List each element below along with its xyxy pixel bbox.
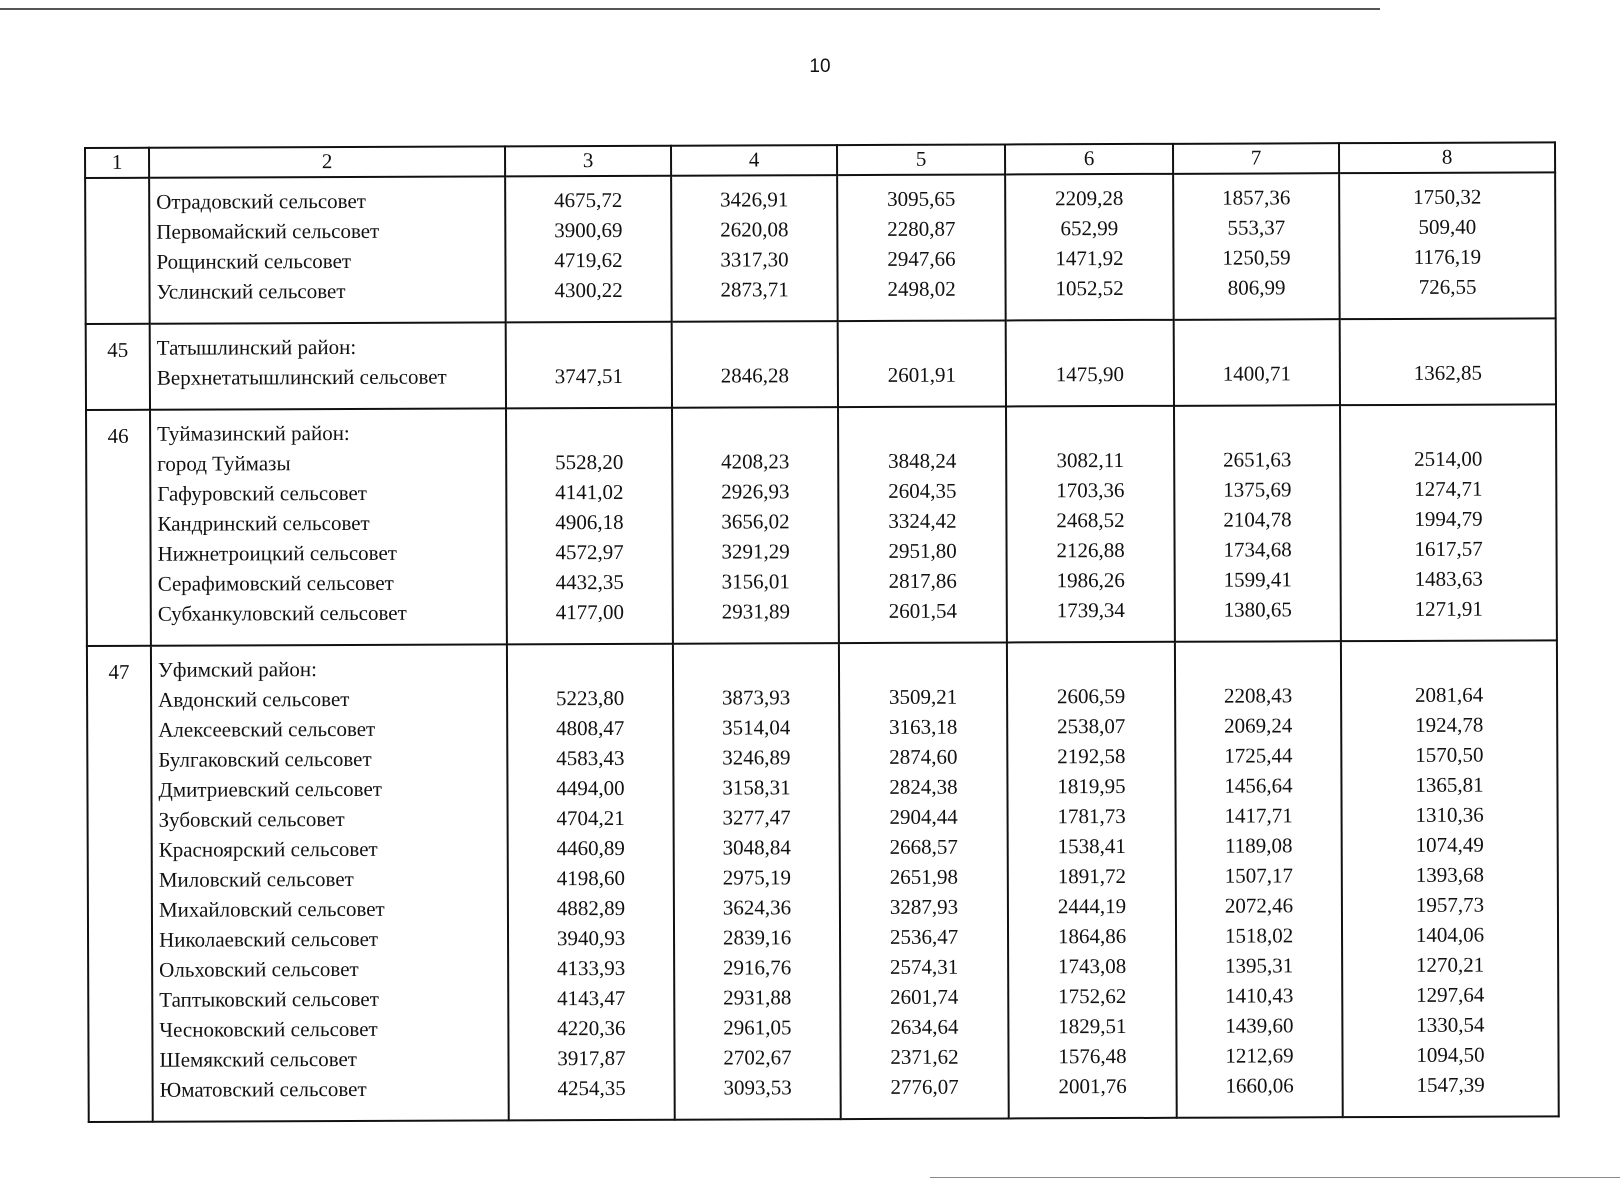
value-cell: 2634,64	[890, 1014, 959, 1039]
value-cell: 1410,43	[1225, 983, 1294, 1008]
value-cell: 2839,16	[722, 925, 792, 950]
value-cell: 1393,68	[1415, 862, 1484, 887]
value-cell: 3900,69	[554, 217, 623, 243]
settlement-name: Шемякский сельсовет	[159, 1046, 358, 1072]
value-cell: 2069,24	[1224, 713, 1293, 738]
group-number-text: 45	[107, 337, 129, 362]
value-cell: 1074,49	[1415, 832, 1484, 857]
title-spacer	[674, 652, 838, 683]
value-cell: 2668,57	[889, 834, 958, 859]
value-cell: 3093,53	[723, 1075, 792, 1100]
value-cell: 2931,89	[721, 599, 790, 624]
header-cell: 1	[85, 148, 149, 178]
value-cell: 4141,02	[555, 479, 624, 505]
value-cell: 3848,24	[888, 448, 957, 473]
value-cell: 2846,28	[720, 363, 790, 388]
group-padding	[674, 626, 838, 643]
value-column-3	[506, 408, 673, 645]
name-column	[150, 322, 506, 409]
settlement-name: Рощинский сельсовет	[156, 248, 352, 274]
value-cell: 4719,62	[554, 247, 623, 273]
value-cell: 1518,02	[1224, 923, 1294, 948]
value-cell: 3277,47	[722, 805, 791, 830]
value-column-7	[1173, 173, 1340, 320]
value-cell: 1986,26	[1056, 568, 1125, 593]
value-cell: 2620,08	[720, 217, 789, 242]
value-cell: 3656,02	[721, 509, 790, 534]
group-number	[85, 178, 150, 324]
settlement-name: Первомайский сельсовет	[156, 218, 380, 244]
value-cell: 2574,31	[889, 954, 959, 979]
value-cell: 2209,28	[1055, 186, 1124, 211]
value-cell: 2604,35	[888, 478, 957, 503]
settlement-name: Услинский сельсовет	[156, 278, 346, 304]
settlement-name: Ольховский сельсовет	[159, 956, 359, 982]
value-cell: 509,40	[1418, 214, 1477, 239]
value-column-6	[1007, 642, 1177, 1119]
title-spacer	[1007, 329, 1173, 360]
value-column-6	[1006, 320, 1174, 407]
value-cell: 2824,38	[889, 774, 958, 799]
settlement-name: Таптыковский сельсовет	[159, 986, 379, 1012]
table-group-row	[86, 404, 1557, 646]
value-cell: 1660,06	[1225, 1073, 1294, 1098]
value-cell: 4208,23	[721, 449, 790, 474]
settlement-name: Нижнетроицкий сельсовет	[157, 540, 397, 566]
value-cell: 1475,90	[1055, 362, 1125, 387]
group-padding	[507, 305, 671, 322]
group-padding	[1007, 303, 1173, 320]
settlement-name: Гафуровский сельсовет	[157, 480, 368, 506]
value-cell: 2536,47	[889, 924, 959, 949]
value-column-8	[1339, 172, 1556, 319]
value-cell: 652,99	[1060, 216, 1119, 241]
value-column-6	[1005, 174, 1174, 321]
value-cell: 4254,35	[557, 1075, 626, 1101]
settlement-name: Алексеевский сельсовет	[158, 716, 376, 742]
settlement-name: Зубовский сельсовет	[158, 807, 345, 832]
settlement-name: Авдонский сельсовет	[158, 686, 350, 712]
value-cell: 5223,80	[555, 685, 625, 711]
value-cell: 1400,71	[1222, 361, 1292, 386]
value-cell: 806,99	[1227, 275, 1286, 300]
value-cell: 1857,36	[1222, 185, 1291, 210]
group-padding	[1010, 1101, 1176, 1118]
value-cell: 1507,17	[1224, 863, 1293, 888]
value-cell: 4572,97	[555, 539, 624, 565]
group-padding	[673, 304, 837, 321]
value-cell: 1380,65	[1223, 597, 1292, 622]
name-column	[151, 644, 509, 1121]
value-cell: 1547,39	[1416, 1072, 1485, 1097]
value-cell: 3317,30	[720, 247, 789, 272]
title-spacer	[840, 651, 1006, 682]
table-group-row	[86, 318, 1556, 410]
settlement-name: Верхнетатышлинский сельсовет	[156, 364, 447, 390]
value-cell: 1330,54	[1416, 1012, 1485, 1037]
value-cell: 1052,52	[1055, 276, 1124, 301]
title-spacer	[1342, 649, 1556, 680]
value-cell: 1743,08	[1057, 954, 1127, 979]
value-cell: 2874,60	[889, 744, 958, 769]
value-cell: 2931,88	[723, 985, 792, 1010]
value-cell: 2104,78	[1223, 507, 1292, 532]
group-padding	[1178, 1100, 1342, 1117]
value-cell: 1829,51	[1058, 1014, 1127, 1039]
settlement-name: Субханкуловский сельсовет	[157, 600, 407, 626]
header-cell: 7	[1173, 143, 1339, 174]
value-cell: 2208,43	[1223, 683, 1293, 708]
value-cell: 4432,35	[555, 569, 624, 595]
value-cell: 4882,89	[556, 895, 626, 921]
value-cell: 2001,76	[1058, 1074, 1127, 1099]
group-padding	[1175, 302, 1339, 319]
value-cell: 2126,88	[1056, 538, 1125, 563]
value-cell: 3426,91	[720, 187, 789, 212]
settlement-name: город Туймазы	[157, 451, 291, 476]
value-cell: 1570,50	[1415, 742, 1484, 767]
value-cell: 2873,71	[720, 277, 789, 302]
title-spacer	[508, 653, 672, 684]
value-cell: 1310,36	[1415, 802, 1484, 827]
settlement-name: Михайловский сельсовет	[158, 896, 385, 922]
settlement-name: Миловский сельсовет	[158, 866, 354, 892]
district-title: Татышлинский район:	[156, 334, 357, 360]
value-cell: 4808,47	[556, 715, 625, 741]
value-cell: 2444,19	[1057, 894, 1127, 919]
value-cell: 2371,62	[890, 1044, 959, 1069]
settlement-name: Юматовский сельсовет	[159, 1076, 367, 1102]
value-cell: 1212,69	[1225, 1043, 1294, 1068]
settlement-name: Дмитриевский сельсовет	[158, 776, 382, 802]
value-cell: 4177,00	[555, 599, 624, 625]
group-number-text	[86, 189, 148, 219]
value-cell: 2916,76	[722, 955, 792, 980]
settlement-name: Кандринский сельсовет	[157, 510, 370, 536]
value-cell: 2817,86	[888, 568, 957, 593]
value-cell: 1395,31	[1224, 953, 1294, 978]
group-padding	[508, 627, 672, 644]
value-cell: 3624,36	[722, 895, 792, 920]
value-cell: 2961,05	[723, 1015, 792, 1040]
group-padding	[1342, 623, 1556, 640]
value-cell: 1576,48	[1058, 1044, 1127, 1069]
value-cell: 1439,60	[1225, 1013, 1294, 1038]
scan-edge-line	[0, 8, 1380, 10]
value-cell: 4133,93	[556, 955, 626, 981]
title-spacer	[1007, 415, 1173, 446]
group-padding	[1344, 1099, 1558, 1116]
value-column-7	[1175, 641, 1343, 1118]
value-cell: 4460,89	[556, 835, 625, 861]
value-column-8	[1340, 404, 1557, 641]
value-cell: 4143,47	[557, 985, 626, 1011]
group-padding	[507, 391, 671, 408]
value-cell: 1297,64	[1416, 982, 1485, 1007]
value-cell: 1271,91	[1414, 596, 1483, 621]
value-cell: 1864,86	[1057, 924, 1127, 949]
value-cell: 1750,32	[1413, 184, 1482, 209]
value-cell: 1752,62	[1058, 984, 1127, 1009]
group-padding	[1341, 387, 1555, 404]
value-cell: 1781,73	[1057, 804, 1126, 829]
table-group-row	[87, 640, 1559, 1122]
group-number-text: 46	[107, 423, 129, 448]
value-cell: 1891,72	[1057, 864, 1126, 889]
value-column-3	[506, 322, 672, 409]
group-padding	[676, 1102, 840, 1119]
value-column-8	[1341, 640, 1559, 1117]
group-padding	[1008, 625, 1174, 642]
value-cell: 1734,68	[1223, 537, 1292, 562]
value-cell: 3082,11	[1056, 448, 1124, 473]
value-cell: 3291,29	[721, 539, 790, 564]
value-cell: 2601,91	[887, 362, 957, 387]
value-cell: 3509,21	[888, 684, 958, 709]
value-cell: 2651,63	[1223, 447, 1292, 472]
value-cell: 3514,04	[722, 715, 791, 740]
value-column-5	[838, 320, 1006, 407]
group-padding	[157, 391, 505, 408]
title-spacer	[1008, 651, 1174, 682]
value-cell: 1703,36	[1056, 478, 1125, 503]
value-cell: 1617,57	[1414, 536, 1483, 561]
table-body	[85, 142, 1559, 1122]
title-spacer	[507, 417, 671, 448]
value-cell: 4300,22	[554, 277, 623, 303]
title-spacer	[673, 330, 837, 361]
group-padding	[842, 1101, 1008, 1118]
header-cell: 2	[149, 146, 505, 177]
value-cell: 726,55	[1418, 274, 1477, 299]
value-cell: 2192,58	[1057, 744, 1126, 769]
group-padding	[673, 390, 837, 407]
value-cell: 1725,44	[1224, 743, 1293, 768]
title-spacer	[673, 416, 837, 447]
value-column-5	[837, 174, 1006, 321]
value-cell: 2926,93	[721, 479, 790, 504]
name-column	[150, 408, 507, 645]
value-cell: 4704,21	[556, 805, 625, 831]
value-cell: 2606,59	[1056, 684, 1126, 709]
data-table	[84, 141, 1560, 1123]
header-cell: 8	[1339, 142, 1555, 173]
value-cell: 1599,41	[1223, 567, 1292, 592]
value-column-6	[1006, 406, 1175, 643]
value-cell: 2904,44	[889, 804, 958, 829]
value-cell: 2081,64	[1414, 682, 1484, 707]
group-padding	[160, 1103, 508, 1120]
title-spacer	[839, 329, 1005, 360]
district-title: Уфимский район:	[157, 657, 317, 682]
value-cell: 553,37	[1227, 215, 1286, 240]
group-padding	[1176, 624, 1340, 641]
group-padding	[840, 625, 1006, 642]
value-cell: 3095,65	[887, 186, 956, 211]
value-cell: 3287,93	[889, 894, 959, 919]
value-cell: 1365,81	[1415, 772, 1484, 797]
value-cell: 1471,92	[1055, 246, 1124, 271]
name-column	[149, 176, 506, 323]
scan-edge-line	[930, 1177, 1620, 1178]
value-cell: 3163,18	[889, 714, 958, 739]
value-cell: 2776,07	[890, 1074, 959, 1099]
value-cell: 1957,73	[1415, 892, 1485, 917]
data-table-wrapper	[84, 141, 1558, 1123]
group-padding	[1007, 389, 1173, 406]
value-cell: 1375,69	[1223, 477, 1292, 502]
header-cell: 4	[671, 145, 837, 176]
value-cell: 4906,18	[555, 509, 624, 535]
group-padding	[510, 1103, 674, 1120]
value-cell: 2538,07	[1057, 714, 1126, 739]
value-cell: 2651,98	[889, 864, 958, 889]
value-cell: 1274,71	[1414, 476, 1483, 501]
title-spacer	[839, 415, 1005, 446]
value-cell: 2601,74	[890, 984, 959, 1009]
title-spacer	[1341, 327, 1555, 358]
value-cell: 2468,52	[1056, 508, 1125, 533]
value-cell: 1362,85	[1413, 360, 1483, 385]
value-column-4	[672, 321, 838, 408]
title-spacer	[1175, 328, 1339, 359]
district-title: Туймазинский район:	[157, 420, 350, 446]
settlement-name: Чесноковский сельсовет	[159, 1016, 378, 1042]
settlement-name: Николаевский сельсовет	[158, 926, 379, 952]
value-cell: 1994,79	[1414, 506, 1483, 531]
page-number: 10	[809, 56, 831, 77]
value-cell: 3917,87	[557, 1045, 626, 1071]
value-cell: 1176,19	[1413, 244, 1482, 269]
value-column-3	[507, 644, 675, 1121]
settlement-name: Отрадовский сельсовет	[156, 188, 366, 214]
value-cell: 1094,50	[1416, 1042, 1485, 1067]
value-cell: 2975,19	[722, 865, 791, 890]
value-cell: 2702,67	[723, 1045, 792, 1070]
value-cell: 2601,54	[888, 598, 957, 623]
title-spacer	[507, 331, 671, 362]
value-cell: 3324,42	[888, 508, 957, 533]
group-padding	[839, 303, 1005, 320]
value-cell: 1189,08	[1224, 833, 1293, 858]
value-column-7	[1174, 405, 1341, 642]
value-cell: 4220,36	[557, 1015, 626, 1041]
group-padding	[158, 627, 506, 644]
value-cell: 1417,71	[1224, 803, 1293, 828]
value-column-4	[671, 175, 838, 322]
value-cell: 3158,31	[722, 775, 791, 800]
value-cell: 1404,06	[1415, 922, 1485, 947]
group-padding	[1175, 388, 1339, 405]
value-cell: 4675,72	[554, 187, 623, 213]
header-cell: 3	[505, 146, 671, 177]
header-cell: 6	[1005, 144, 1173, 175]
group-number	[86, 324, 150, 410]
value-cell: 1924,78	[1415, 712, 1484, 737]
value-column-3	[505, 176, 672, 323]
group-number-text: 47	[108, 659, 130, 684]
settlement-name: Серафимовский сельсовет	[157, 570, 394, 596]
value-cell: 1739,34	[1056, 598, 1125, 623]
value-cell: 2951,80	[888, 538, 957, 563]
value-cell: 3246,89	[722, 745, 791, 770]
value-cell: 1483,63	[1414, 566, 1483, 591]
table-group-row	[85, 172, 1556, 324]
settlement-name: Булгаковский сельсовет	[158, 746, 372, 772]
value-cell: 1250,59	[1222, 245, 1291, 270]
value-cell: 2498,02	[887, 276, 956, 301]
value-column-4	[672, 407, 839, 644]
value-cell: 1270,21	[1415, 952, 1485, 977]
group-padding	[839, 389, 1005, 406]
group-number	[87, 646, 153, 1122]
value-cell: 1456,64	[1224, 773, 1293, 798]
value-column-4	[673, 643, 841, 1120]
group-padding	[157, 305, 505, 322]
value-cell: 2280,87	[887, 216, 956, 241]
value-cell: 4494,00	[556, 775, 625, 801]
value-cell: 2947,66	[887, 246, 956, 271]
title-spacer	[1176, 650, 1340, 681]
value-cell: 2072,46	[1224, 893, 1294, 918]
value-cell: 2514,00	[1414, 446, 1483, 471]
value-cell: 3940,93	[556, 925, 626, 951]
value-column-5	[839, 642, 1009, 1119]
value-cell: 1819,95	[1057, 774, 1126, 799]
group-padding	[1341, 301, 1555, 318]
value-cell: 1538,41	[1057, 834, 1126, 859]
value-column-5	[838, 406, 1007, 643]
value-cell: 4583,43	[556, 745, 625, 771]
header-cell: 5	[837, 144, 1005, 175]
value-cell: 3048,84	[722, 835, 791, 860]
value-cell: 5528,20	[555, 449, 624, 475]
title-spacer	[1175, 414, 1339, 445]
value-cell: 3156,01	[721, 569, 790, 594]
settlement-name: Красноярский сельсовет	[158, 836, 378, 862]
value-column-7	[1174, 319, 1340, 406]
title-spacer	[1341, 413, 1555, 444]
value-column-8	[1340, 318, 1556, 405]
value-cell: 3747,51	[554, 363, 624, 389]
value-cell: 3873,93	[721, 685, 791, 710]
value-cell: 4198,60	[556, 865, 625, 891]
group-number	[86, 410, 151, 646]
